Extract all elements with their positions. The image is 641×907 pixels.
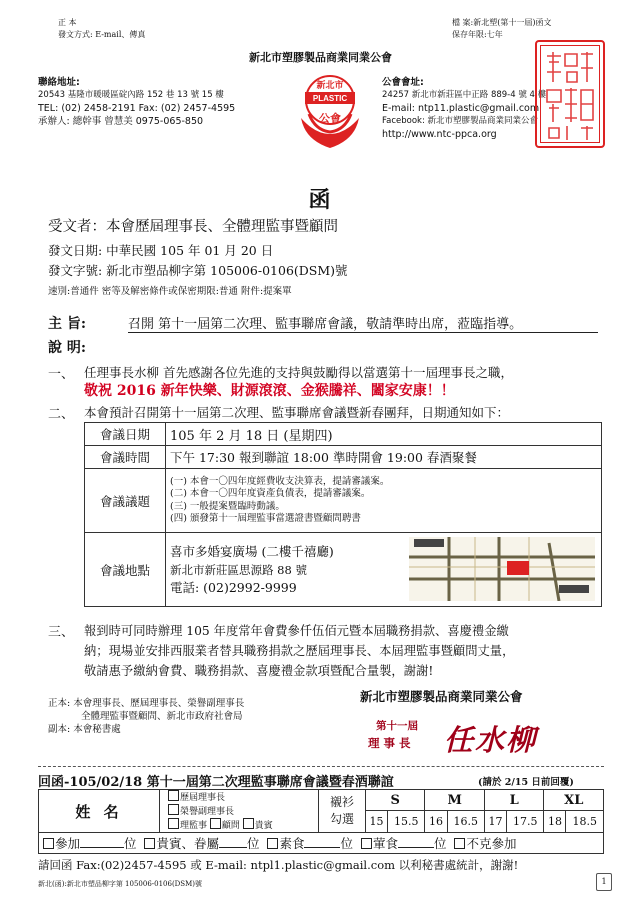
logo-top-text: PLASTIC — [312, 94, 348, 103]
role-label: 歷屆理事長 — [180, 793, 226, 803]
size-number[interactable]: 18.5 — [566, 811, 604, 833]
checkbox[interactable] — [243, 818, 254, 829]
size-number[interactable]: 17 — [484, 811, 506, 833]
meeting-row-date — [85, 423, 602, 446]
meeting-time: 下午 17:30 報到聯誼 18:00 準時開會 19:00 春酒聚餐 — [166, 446, 602, 469]
place-phone: 電話: (02)2992-9999 — [170, 579, 297, 595]
retention: 保存年限:七年 — [452, 30, 503, 39]
meeting-row-place — [85, 533, 602, 607]
agenda-item: (二) 本會一〇四年度資產負債表，提請審議案。 — [170, 488, 371, 499]
meeting-date: 105 年 2 月 18 日 (星期四) — [166, 423, 602, 446]
doc-reference: 發文字號: 新北市塑品柳字第 105006-0106(DSM)號 — [48, 263, 348, 278]
checkbox[interactable] — [361, 838, 372, 849]
copies-main-2: 全體理監事暨顧問、新北市政府社會局 — [81, 711, 243, 722]
copies-main: 正本: 本會理事長、歷屆理事長、榮譽副理事長 — [48, 698, 245, 709]
association-logo — [295, 70, 365, 154]
meeting-place — [166, 533, 602, 607]
attend-label: 參加 — [55, 836, 81, 851]
contact-right-facebook: Facebook: 新北市塑膠製品商業同業公會 — [382, 116, 539, 126]
issue-date: 發文日期: 中華民國 105 年 01 月 20 日 — [48, 243, 274, 258]
size-m: M — [425, 790, 484, 811]
reply-title: 回函-105/02/18 第十一屆第二次理監事聯席會議暨春酒聯誼 — [38, 775, 394, 790]
name-label: 姓 名 — [39, 790, 160, 833]
size-number[interactable]: 16.5 — [447, 811, 484, 833]
role-label: 理監事 — [180, 821, 208, 831]
size-s: S — [366, 790, 425, 811]
agenda-item: (三) 一般提案暨臨時動議。 — [170, 500, 285, 512]
attend-label: 不克參加 — [466, 836, 517, 851]
shirt-label-2: 勾選 — [329, 812, 354, 826]
contact-left-tel: TEL: (02) 2458-2191 Fax: (02) 2457-4595 — [38, 103, 236, 114]
cut-line — [38, 766, 604, 767]
role-label: 榮譽副理事長 — [180, 807, 235, 817]
attendance-options — [39, 833, 604, 854]
doc-title: 函 — [308, 187, 333, 213]
association-seal — [535, 40, 605, 148]
item3-line: 敬請惠予繳納會費、職務捐款、喜慶禮金款項暨配合量製，謝謝! — [84, 664, 434, 678]
contact-right-email: E-mail: ntp11.plastic@gmail.com — [382, 103, 540, 114]
reply-table — [38, 789, 604, 854]
checkbox[interactable] — [43, 838, 54, 849]
checkbox[interactable] — [210, 818, 221, 829]
role-checkboxes — [160, 790, 319, 833]
contact-left-address: 20543 基隆市暖暖區碇內路 152 巷 13 號 15 樓 — [38, 90, 224, 100]
size-number[interactable]: 17.5 — [507, 811, 544, 833]
size-number[interactable]: 15 — [366, 811, 388, 833]
item3-line: 納；現場並安排西服業者替具職務捐款之歷屆理事長、本屆理監事暨顧問丈量， — [84, 644, 515, 658]
size-number[interactable]: 16 — [425, 811, 447, 833]
unit-label: 位 — [340, 836, 353, 851]
logo-mid-text: 新北市 — [316, 81, 344, 91]
item3-line: 報到時可同時辦理 105 年度常年會費參仟伍佰元暨本屆職務捐款、喜慶禮金繳 — [84, 624, 509, 638]
size-number[interactable]: 18 — [544, 811, 566, 833]
copies — [48, 697, 244, 736]
contact-left-handler: 承辦人: 總幹事 曾慧美 0975-065-850 — [38, 116, 204, 127]
checkbox[interactable] — [454, 838, 465, 849]
doc-speed: 速別:普通件 密等及解密條件或保密期限:普通 附件:提案單 — [48, 286, 292, 297]
bottom-reference: 新北(函):新北市塑品柳字第 105006-0106(DSM)號 — [38, 880, 202, 888]
shirt-label-1: 襯衫 — [329, 795, 354, 809]
meeting-date-label: 會議日期 — [85, 423, 166, 446]
item2-text: 本會預計召開第十一屆第二次理、監事聯席會議暨新春團拜，日期通知如下： — [84, 405, 510, 420]
reply-note: (請於 2/15 日前回覆) — [478, 777, 574, 788]
desc-label: 說 明: — [48, 340, 87, 356]
copy-type: 正 本 — [58, 18, 77, 27]
contact-right-url[interactable]: http://www.ntc-ppca.org — [382, 129, 497, 140]
signature-org: 新北市塑膠製品商業同業公會 — [360, 689, 523, 704]
role-label: 顧問 — [221, 821, 240, 831]
venue-map — [409, 537, 595, 601]
place-name: 喜市多婚宴廣場 (二樓千禧廳) — [170, 543, 334, 559]
signature-term: 第十一屆 — [376, 720, 418, 732]
unit-label: 位 — [433, 836, 447, 851]
checkbox[interactable] — [168, 818, 179, 829]
checkbox[interactable] — [168, 790, 179, 801]
attend-label: 葷食 — [372, 836, 398, 851]
checkbox[interactable] — [168, 804, 179, 815]
place-address: 新北市新莊區思源路 88 號 — [170, 562, 307, 577]
subject-label: 主 旨: — [48, 316, 87, 332]
logo-bottom-text: 公會 — [319, 112, 341, 125]
signature-name: 任水柳 — [444, 723, 538, 757]
reply-row-attendance — [39, 833, 604, 854]
subject-underline — [128, 332, 598, 333]
checkbox[interactable] — [267, 838, 278, 849]
unit-label: 位 — [124, 836, 137, 851]
contact-left — [38, 76, 288, 128]
page-number: 1 — [596, 873, 612, 891]
unit-label: 位 — [247, 836, 260, 851]
shirt-label — [319, 790, 366, 833]
item1-number: 一、 — [48, 367, 75, 382]
role-label: 貴賓 — [254, 821, 273, 831]
subject-text: 召開 第十一屆第二次理、監事聯席會議，敬請準時出席，蒞臨指導。 — [128, 317, 523, 332]
meeting-agenda — [166, 469, 602, 533]
item2-number: 二、 — [48, 407, 75, 422]
contact-right-title: 公會會址: — [382, 77, 424, 88]
agenda-item: (四) 頒發第十一屆理監事當選證書暨顧問聘書 — [170, 513, 361, 524]
file-number: 檔 案:新北塑(第十一屆)函文 — [452, 18, 552, 27]
meeting-time-label: 會議時間 — [85, 446, 166, 469]
contact-left-title: 聯絡地址: — [38, 77, 80, 88]
signature-role: 理 事 長 — [368, 736, 411, 750]
contact-right-address: 24257 新北市新莊區中正路 889-4 號 4 樓 — [382, 90, 547, 100]
item1-greeting: 敬祝 2016 新年快樂、財源滾滾、金猴騰祥、闔家安康！！ — [84, 383, 455, 399]
size-l: L — [484, 790, 543, 811]
copies-secondary: 副本: 本會秘書處 — [48, 724, 121, 735]
item1-text: 任理事長水柳 首先感謝各位先進的支持與鼓勵得以當選第十一屆理事長之職， — [84, 365, 513, 380]
item3-text — [84, 621, 604, 681]
attend-label: 素食 — [279, 836, 305, 851]
meeting-row-time — [85, 446, 602, 469]
size-xl: XL — [544, 790, 604, 811]
send-method: 發文方式: E-mail、傳真 — [58, 30, 146, 39]
reply-row-sizes — [39, 790, 604, 811]
recipient: 受文者：本會歷屆理事長、全體理監事暨顧問 — [48, 219, 338, 235]
reply-footer: 請回函 Fax:(02)2457-4595 或 E-mail: ntpl1.plastic@gmail.com 以利秘書處統計，謝謝! — [38, 858, 519, 872]
meeting-agenda-label: 會議議題 — [85, 469, 166, 533]
attend-label: 貴賓、眷屬 — [156, 836, 219, 851]
meeting-row-agenda — [85, 469, 602, 533]
association-name: 新北市塑膠製品商業同業公會 — [249, 51, 392, 64]
size-number[interactable]: 15.5 — [388, 811, 425, 833]
checkbox[interactable] — [144, 838, 155, 849]
agenda-item: (一) 本會一〇四年度經費收支決算表，提請審議案。 — [170, 475, 390, 487]
meeting-table — [84, 422, 602, 607]
item3-number: 三、 — [48, 625, 75, 640]
meeting-place-label: 會議地點 — [85, 533, 166, 607]
